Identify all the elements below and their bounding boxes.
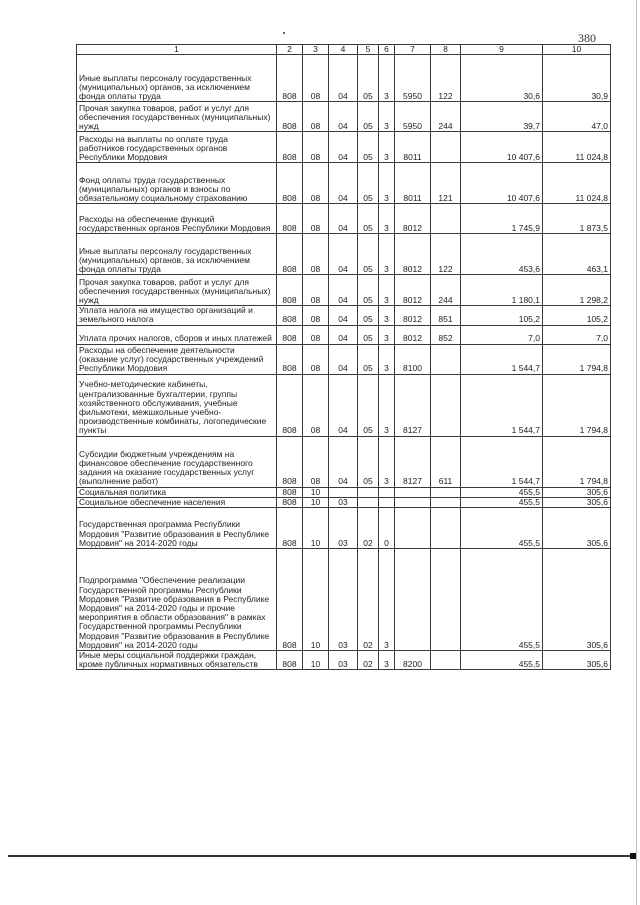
row-value-cell: 10 bbox=[303, 549, 329, 651]
row-value-cell: 08 bbox=[303, 344, 329, 374]
row-value-cell: 04 bbox=[329, 132, 358, 163]
row-value-cell: 808 bbox=[277, 204, 303, 234]
row-value-cell: 05 bbox=[358, 102, 379, 132]
row-value-cell: 305,6 bbox=[543, 549, 611, 651]
row-value-cell: 852 bbox=[431, 325, 461, 344]
row-value-cell: 05 bbox=[358, 163, 379, 204]
header-cell: 10 bbox=[543, 45, 611, 55]
row-value-cell: 1 180,1 bbox=[461, 275, 543, 306]
row-value-cell bbox=[431, 497, 461, 507]
row-value-cell: 1 745,9 bbox=[461, 204, 543, 234]
table-row bbox=[77, 102, 611, 132]
header-cell: 8 bbox=[431, 45, 461, 55]
header-cell: 6 bbox=[379, 45, 395, 55]
table-row bbox=[77, 549, 611, 651]
row-value-cell: 05 bbox=[358, 275, 379, 306]
row-value-cell: 08 bbox=[303, 325, 329, 344]
row-value-cell: 1 544,7 bbox=[461, 436, 543, 487]
header-cell: 7 bbox=[395, 45, 431, 55]
row-value-cell: 5950 bbox=[395, 55, 431, 102]
row-value-cell bbox=[395, 549, 431, 651]
row-value-cell: 05 bbox=[358, 436, 379, 487]
row-value-cell: 10 407,6 bbox=[461, 132, 543, 163]
row-value-cell: 04 bbox=[329, 374, 358, 436]
page-edge bbox=[636, 0, 637, 905]
row-value-cell bbox=[431, 487, 461, 497]
row-value-cell: 3 bbox=[379, 549, 395, 651]
row-value-cell: 808 bbox=[277, 132, 303, 163]
row-value-cell: 05 bbox=[358, 374, 379, 436]
row-value-cell: 04 bbox=[329, 275, 358, 306]
row-value-cell: 04 bbox=[329, 306, 358, 325]
row-value-cell: 808 bbox=[277, 344, 303, 374]
row-value-cell: 8100 bbox=[395, 344, 431, 374]
row-value-cell bbox=[431, 374, 461, 436]
row-value-cell bbox=[431, 132, 461, 163]
row-value-cell: 0 bbox=[379, 508, 395, 549]
row-value-cell: 1 794,8 bbox=[543, 344, 611, 374]
table-row bbox=[77, 204, 611, 234]
row-value-cell: 04 bbox=[329, 102, 358, 132]
row-name-cell: Фонд оплаты труда государственных (муниципальных) органов и взносы по обязательному социальному страхованию bbox=[77, 163, 277, 204]
row-name-cell: Субсидии бюджетным учреждениям на финансовое обеспечение государственного задания на оказание государственных услуг (выполнение работ) bbox=[77, 436, 277, 487]
row-value-cell: 08 bbox=[303, 163, 329, 204]
row-value-cell: 808 bbox=[277, 487, 303, 497]
row-value-cell: 3 bbox=[379, 436, 395, 487]
row-name-cell: Подпрограмма "Обеспечение реализации Государственной программы Республики Мордовия "Развитие образования в Республике Мордовия" на 2014-2020 годы и прочие мероприятия в области образования" в рамках Государственной программы Республики Мордовия "Развитие образования в Республике Мордовия" на 2014-2020 годы bbox=[77, 549, 277, 651]
row-name-cell: Расходы на обеспечение функций государственных органов Республики Мордовия bbox=[77, 204, 277, 234]
row-value-cell: 08 bbox=[303, 234, 329, 275]
row-value-cell: 808 bbox=[277, 234, 303, 275]
row-value-cell: 05 bbox=[358, 55, 379, 102]
row-name-cell: Государственная программа Республики Мордовия "Развитие образования в Республике Мордовия" на 2014-2020 годы bbox=[77, 508, 277, 549]
row-value-cell bbox=[431, 651, 461, 670]
scan-speck bbox=[283, 32, 285, 34]
row-value-cell: 8012 bbox=[395, 234, 431, 275]
row-value-cell: 122 bbox=[431, 234, 461, 275]
table-row bbox=[77, 55, 611, 102]
row-value-cell: 08 bbox=[303, 436, 329, 487]
row-value-cell: 02 bbox=[358, 508, 379, 549]
row-value-cell: 05 bbox=[358, 204, 379, 234]
row-name-cell: Расходы на обеспечение деятельности (оказание услуг) государственных учреждений Республики Мордовия bbox=[77, 344, 277, 374]
row-value-cell: 04 bbox=[329, 55, 358, 102]
row-value-cell: 808 bbox=[277, 508, 303, 549]
row-value-cell: 3 bbox=[379, 163, 395, 204]
row-value-cell bbox=[431, 508, 461, 549]
row-value-cell: 10 bbox=[303, 508, 329, 549]
row-value-cell: 1 544,7 bbox=[461, 374, 543, 436]
table-row bbox=[77, 374, 611, 436]
budget-table bbox=[76, 44, 611, 670]
row-value-cell: 808 bbox=[277, 436, 303, 487]
row-value-cell: 122 bbox=[431, 55, 461, 102]
table-row bbox=[77, 234, 611, 275]
row-value-cell: 04 bbox=[329, 234, 358, 275]
bottom-rule-end bbox=[630, 853, 636, 859]
row-name-cell: Иные меры социальной поддержки граждан, кроме публичных нормативных обязательств bbox=[77, 651, 277, 670]
row-value-cell: 3 bbox=[379, 325, 395, 344]
row-value-cell: 8127 bbox=[395, 374, 431, 436]
row-value-cell: 8012 bbox=[395, 275, 431, 306]
row-value-cell: 808 bbox=[277, 55, 303, 102]
row-value-cell: 808 bbox=[277, 102, 303, 132]
row-value-cell: 05 bbox=[358, 344, 379, 374]
row-value-cell: 8012 bbox=[395, 325, 431, 344]
header-cell: 3 bbox=[303, 45, 329, 55]
row-value-cell: 3 bbox=[379, 374, 395, 436]
row-value-cell: 8127 bbox=[395, 436, 431, 487]
table-row bbox=[77, 132, 611, 163]
page-number: 380 bbox=[578, 31, 596, 45]
row-name-cell: Учебно-методические кабинеты, централизованные бухгалтерии, группы хозяйственного обслуживания, учебные фильмотеки, межшкольные учебно-производственные комбинаты, логопедические пункты bbox=[77, 374, 277, 436]
row-value-cell: 10 bbox=[303, 651, 329, 670]
row-value-cell: 08 bbox=[303, 102, 329, 132]
row-value-cell bbox=[379, 497, 395, 507]
row-value-cell bbox=[431, 204, 461, 234]
row-value-cell: 11 024,8 bbox=[543, 132, 611, 163]
row-value-cell: 455,5 bbox=[461, 549, 543, 651]
row-value-cell: 455,5 bbox=[461, 651, 543, 670]
row-value-cell: 47,0 bbox=[543, 102, 611, 132]
table-row bbox=[77, 508, 611, 549]
row-value-cell: 04 bbox=[329, 163, 358, 204]
row-name-cell: Прочая закупка товаров, работ и услуг для обеспечения государственных (муниципальных) нужд bbox=[77, 102, 277, 132]
table-row bbox=[77, 306, 611, 325]
row-name-cell: Социальное обеспечение населения bbox=[77, 497, 277, 507]
row-value-cell: 808 bbox=[277, 163, 303, 204]
row-value-cell: 05 bbox=[358, 132, 379, 163]
row-value-cell: 808 bbox=[277, 549, 303, 651]
row-value-cell: 8011 bbox=[395, 132, 431, 163]
row-value-cell: 3 bbox=[379, 275, 395, 306]
row-value-cell: 04 bbox=[329, 204, 358, 234]
row-value-cell: 7,0 bbox=[461, 325, 543, 344]
header-cell: 1 bbox=[77, 45, 277, 55]
table-row bbox=[77, 325, 611, 344]
row-value-cell: 10 bbox=[303, 487, 329, 497]
row-value-cell: 851 bbox=[431, 306, 461, 325]
row-value-cell: 08 bbox=[303, 132, 329, 163]
row-value-cell: 05 bbox=[358, 306, 379, 325]
row-value-cell: 8012 bbox=[395, 306, 431, 325]
row-value-cell: 1 794,8 bbox=[543, 436, 611, 487]
row-value-cell: 3 bbox=[379, 204, 395, 234]
row-name-cell: Иные выплаты персоналу государственных (муниципальных) органов, за исключением фонда оплаты труда bbox=[77, 55, 277, 102]
row-name-cell: Социальная политика bbox=[77, 487, 277, 497]
row-value-cell: 3 bbox=[379, 306, 395, 325]
row-value-cell: 11 024,8 bbox=[543, 163, 611, 204]
row-value-cell: 305,6 bbox=[543, 651, 611, 670]
header-cell: 4 bbox=[329, 45, 358, 55]
row-name-cell: Уплата налога на имущество организаций и земельного налога bbox=[77, 306, 277, 325]
row-value-cell: 05 bbox=[358, 325, 379, 344]
row-value-cell bbox=[379, 487, 395, 497]
row-value-cell: 03 bbox=[329, 549, 358, 651]
row-value-cell: 30,6 bbox=[461, 55, 543, 102]
row-value-cell: 02 bbox=[358, 549, 379, 651]
row-value-cell bbox=[395, 497, 431, 507]
header-cell: 2 bbox=[277, 45, 303, 55]
row-value-cell: 8011 bbox=[395, 163, 431, 204]
row-value-cell: 105,2 bbox=[461, 306, 543, 325]
row-value-cell: 1 794,8 bbox=[543, 374, 611, 436]
row-value-cell: 04 bbox=[329, 344, 358, 374]
row-value-cell: 3 bbox=[379, 651, 395, 670]
table-row bbox=[77, 497, 611, 507]
row-value-cell: 808 bbox=[277, 374, 303, 436]
row-value-cell: 453,6 bbox=[461, 234, 543, 275]
row-value-cell: 244 bbox=[431, 102, 461, 132]
table-row bbox=[77, 275, 611, 306]
row-value-cell: 808 bbox=[277, 651, 303, 670]
row-value-cell: 121 bbox=[431, 163, 461, 204]
row-value-cell: 03 bbox=[329, 508, 358, 549]
row-value-cell: 463,1 bbox=[543, 234, 611, 275]
row-value-cell: 7,0 bbox=[543, 325, 611, 344]
row-value-cell: 3 bbox=[379, 102, 395, 132]
row-value-cell: 03 bbox=[329, 651, 358, 670]
row-value-cell bbox=[431, 344, 461, 374]
row-value-cell: 3 bbox=[379, 234, 395, 275]
table-header-row bbox=[77, 45, 611, 55]
row-value-cell: 08 bbox=[303, 204, 329, 234]
row-value-cell: 808 bbox=[277, 497, 303, 507]
row-name-cell: Уплата прочих налогов, сборов и иных платежей bbox=[77, 325, 277, 344]
row-value-cell: 04 bbox=[329, 436, 358, 487]
row-name-cell: Расходы на выплаты по оплате труда работников государственных органов Республики Мордовия bbox=[77, 132, 277, 163]
row-value-cell: 808 bbox=[277, 325, 303, 344]
row-value-cell: 808 bbox=[277, 306, 303, 325]
table-row bbox=[77, 163, 611, 204]
row-value-cell: 1 873,5 bbox=[543, 204, 611, 234]
row-value-cell: 1 544,7 bbox=[461, 344, 543, 374]
row-value-cell: 105,2 bbox=[543, 306, 611, 325]
row-value-cell bbox=[329, 487, 358, 497]
row-value-cell: 02 bbox=[358, 651, 379, 670]
row-value-cell: 3 bbox=[379, 55, 395, 102]
row-value-cell: 1 298,2 bbox=[543, 275, 611, 306]
row-value-cell: 455,5 bbox=[461, 508, 543, 549]
row-value-cell: 305,6 bbox=[543, 508, 611, 549]
row-value-cell: 10 407,6 bbox=[461, 163, 543, 204]
header-cell: 5 bbox=[358, 45, 379, 55]
row-value-cell: 08 bbox=[303, 55, 329, 102]
row-value-cell bbox=[395, 487, 431, 497]
bottom-rule bbox=[8, 855, 636, 857]
row-value-cell bbox=[395, 508, 431, 549]
row-value-cell: 08 bbox=[303, 374, 329, 436]
row-value-cell: 3 bbox=[379, 132, 395, 163]
row-value-cell: 305,6 bbox=[543, 497, 611, 507]
header-cell: 9 bbox=[461, 45, 543, 55]
row-value-cell bbox=[431, 549, 461, 651]
row-value-cell: 05 bbox=[358, 234, 379, 275]
row-name-cell: Иные выплаты персоналу государственных (муниципальных) органов, за исключением фонда оплаты труда bbox=[77, 234, 277, 275]
row-value-cell: 244 bbox=[431, 275, 461, 306]
table-row bbox=[77, 436, 611, 487]
row-value-cell bbox=[358, 487, 379, 497]
row-value-cell: 808 bbox=[277, 275, 303, 306]
row-value-cell: 8012 bbox=[395, 204, 431, 234]
row-value-cell: 08 bbox=[303, 306, 329, 325]
row-value-cell bbox=[358, 497, 379, 507]
row-value-cell: 04 bbox=[329, 325, 358, 344]
row-value-cell: 611 bbox=[431, 436, 461, 487]
row-value-cell: 39,7 bbox=[461, 102, 543, 132]
row-value-cell: 455,5 bbox=[461, 487, 543, 497]
row-name-cell: Прочая закупка товаров, работ и услуг для обеспечения государственных (муниципальных) нужд bbox=[77, 275, 277, 306]
row-value-cell: 3 bbox=[379, 344, 395, 374]
row-value-cell: 455,5 bbox=[461, 497, 543, 507]
table-row bbox=[77, 487, 611, 497]
row-value-cell: 10 bbox=[303, 497, 329, 507]
row-value-cell: 305,6 bbox=[543, 487, 611, 497]
row-value-cell: 5950 bbox=[395, 102, 431, 132]
row-value-cell: 08 bbox=[303, 275, 329, 306]
row-value-cell: 30,9 bbox=[543, 55, 611, 102]
table-row bbox=[77, 344, 611, 374]
row-value-cell: 03 bbox=[329, 497, 358, 507]
table-row bbox=[77, 651, 611, 670]
row-value-cell: 8200 bbox=[395, 651, 431, 670]
